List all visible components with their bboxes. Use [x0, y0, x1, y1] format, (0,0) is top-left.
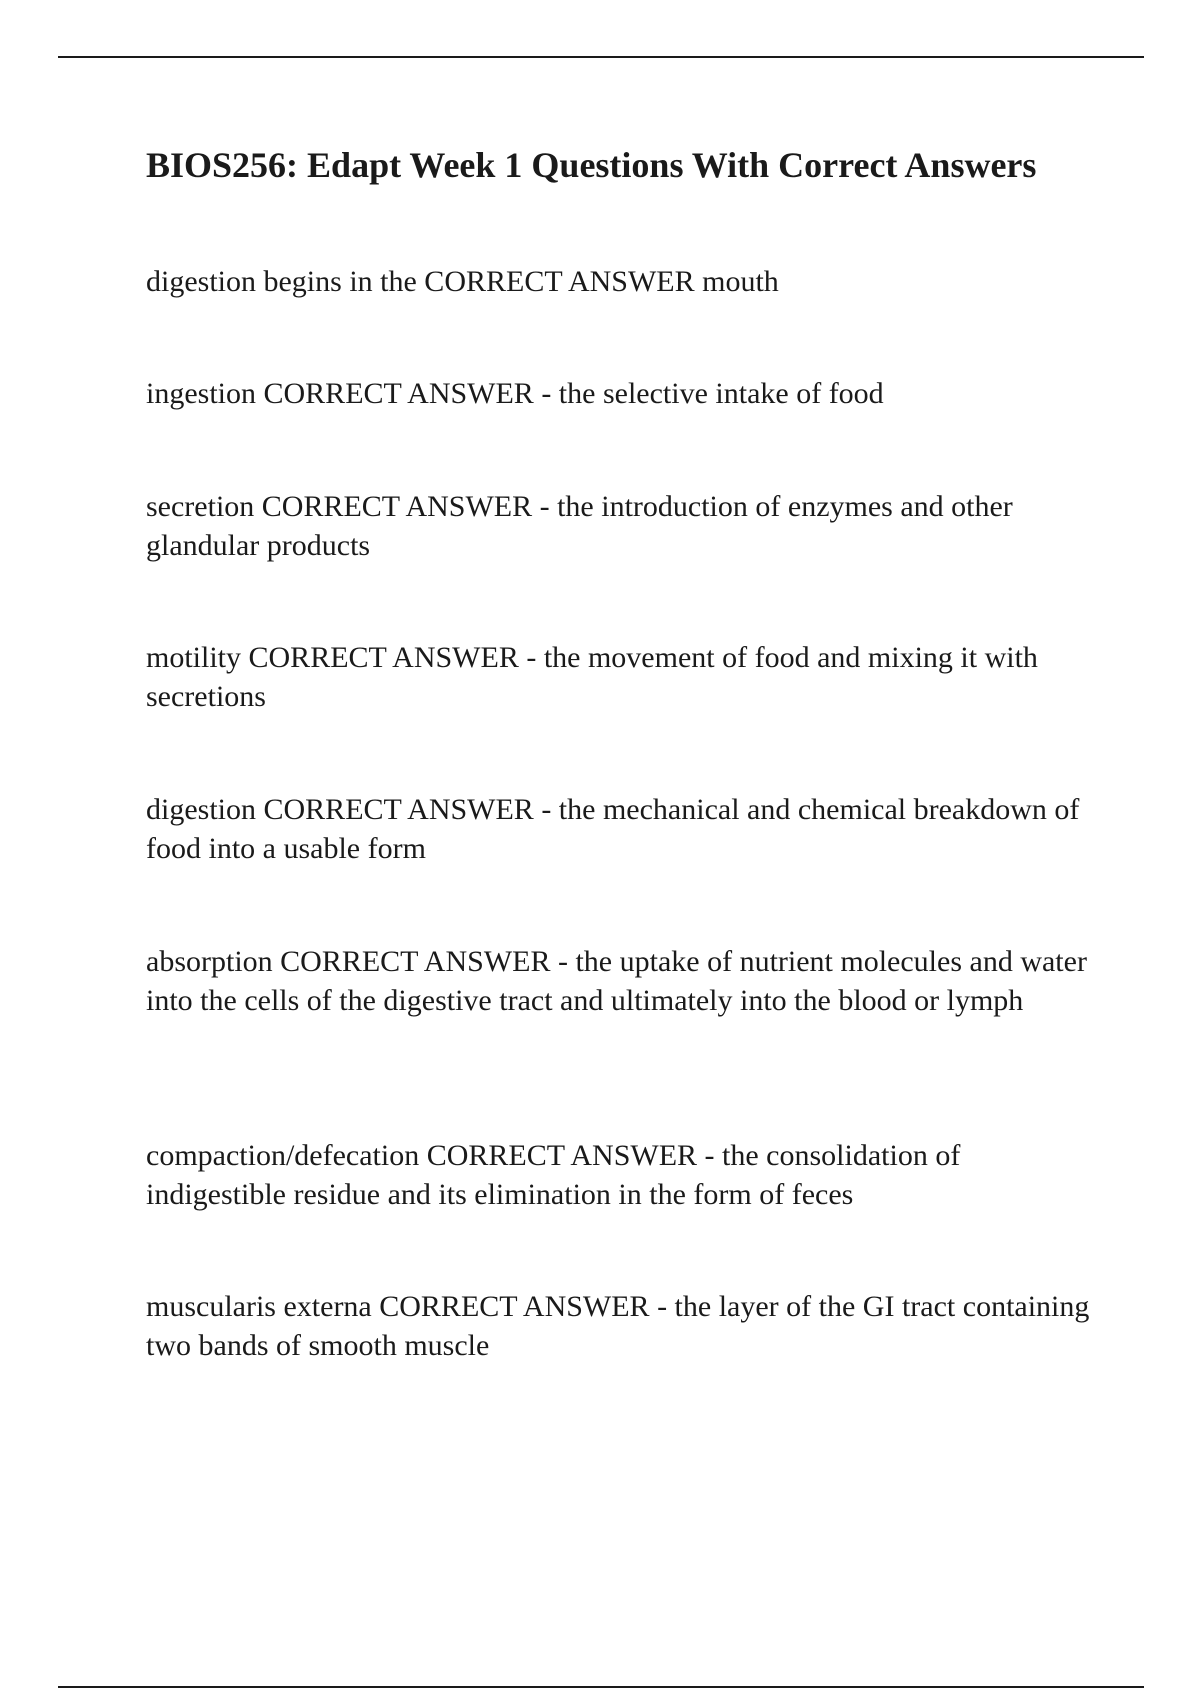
qa-item-4: motility CORRECT ANSWER - the movement of food and mixing it with secretions: [146, 641, 1038, 713]
qa-item-8: muscularis externa CORRECT ANSWER - the layer of the GI tract containing two bands of smooth muscle: [146, 1290, 1090, 1362]
page-title: BIOS256: Edapt Week 1 Questions With Correct Answers: [146, 145, 1037, 185]
qa-item-6: absorption CORRECT ANSWER - the uptake of nutrient molecules and water into the cells of the digestive tract and ultimately into the blood or lymph: [146, 945, 1087, 1017]
qa-item-3: secretion CORRECT ANSWER - the introduction of enzymes and other glandular products: [146, 490, 1013, 562]
qa-item-7: compaction/defecation CORRECT ANSWER - the consolidation of indigestible residue and its elimination in the form of feces: [146, 1139, 961, 1211]
header-rule: [58, 56, 1144, 58]
footer-rule: [58, 1686, 1144, 1688]
qa-item-5: digestion CORRECT ANSWER - the mechanical and chemical breakdown of food into a usable form: [146, 793, 1080, 865]
qa-item-1: digestion begins in the CORRECT ANSWER mouth: [146, 265, 779, 298]
qa-item-2: ingestion CORRECT ANSWER - the selective intake of food: [146, 377, 884, 410]
